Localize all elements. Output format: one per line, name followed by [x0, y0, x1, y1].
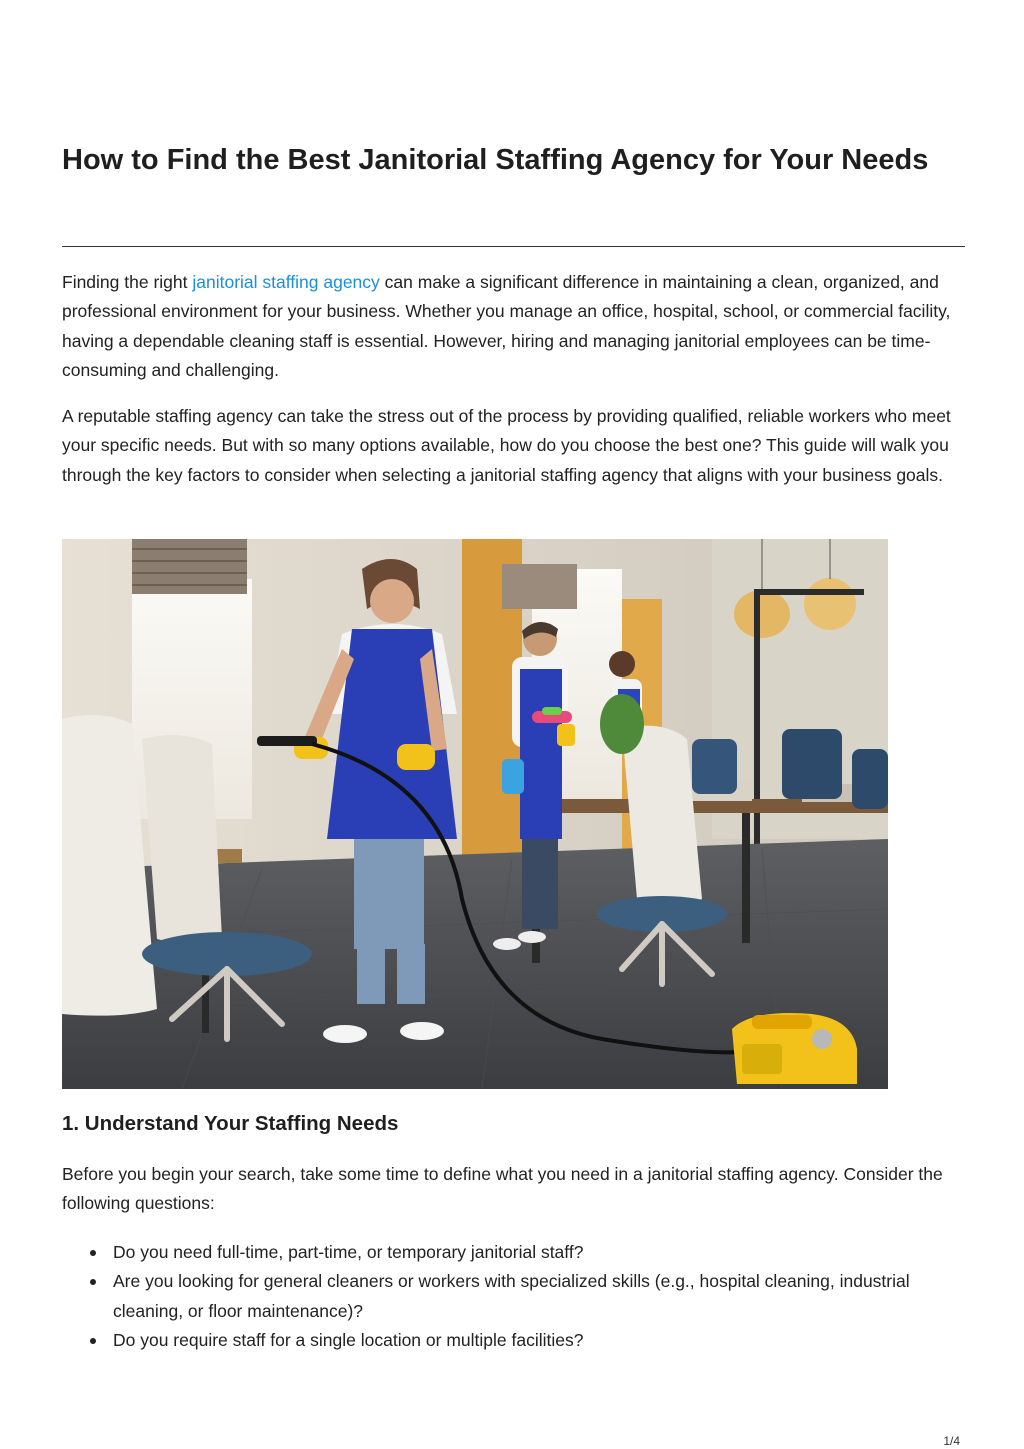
- bullet-icon: [90, 1279, 96, 1285]
- janitorial-staffing-agency-link[interactable]: janitorial staffing agency: [192, 272, 380, 292]
- cleaning-staff-photo: [62, 539, 888, 1089]
- section-paragraph: Before you begin your search, take some time to define what you need in a janitorial staffing agency. Consider the following questions:: [62, 1164, 943, 1214]
- page-number: 1/4: [943, 1434, 960, 1448]
- section-heading: 1. Understand Your Staffing Needs: [62, 1112, 399, 1135]
- intro-text-end: can make a significant difference in maintaining a clean, organized, and professional environment for your business. Whether you manage an office, hospital, school, or commercial facility, having a dependable cleaning staff is essential. However, hiring and managing janitorial employees can be time-consuming and challenging.: [62, 272, 951, 381]
- list-item-text: Do you require staff for a single location or multiple facilities?: [113, 1330, 584, 1351]
- list-item: [62, 1238, 965, 1267]
- intro-text-start: Finding the right: [62, 272, 193, 292]
- list-item: [62, 1267, 965, 1326]
- title-divider: [62, 246, 965, 247]
- list-item-text: Are you looking for general cleaners or workers with specialized skills (e.g., hospital cleaning, industrial cleaning, or floor maintenance)?: [113, 1271, 910, 1321]
- second-paragraph: A reputable staffing agency can take the stress out of the process by providing qualified, reliable workers who meet your specific needs. But with so many options available, how do you choose the best one? This guide will walk you through the key factors to consider when selecting a janitorial staffing agency that aligns with your business goals.: [62, 406, 951, 485]
- bullet-icon: [90, 1250, 96, 1256]
- list-item-text: Do you need full-time, part-time, or temporary janitorial staff?: [113, 1242, 584, 1262]
- page-title: How to Find the Best Janitorial Staffing Agency for Your Needs: [62, 144, 929, 176]
- questions-list: [62, 1238, 965, 1356]
- intro-paragraph: [62, 268, 965, 386]
- list-item: [62, 1326, 965, 1355]
- bullet-icon: [90, 1338, 96, 1344]
